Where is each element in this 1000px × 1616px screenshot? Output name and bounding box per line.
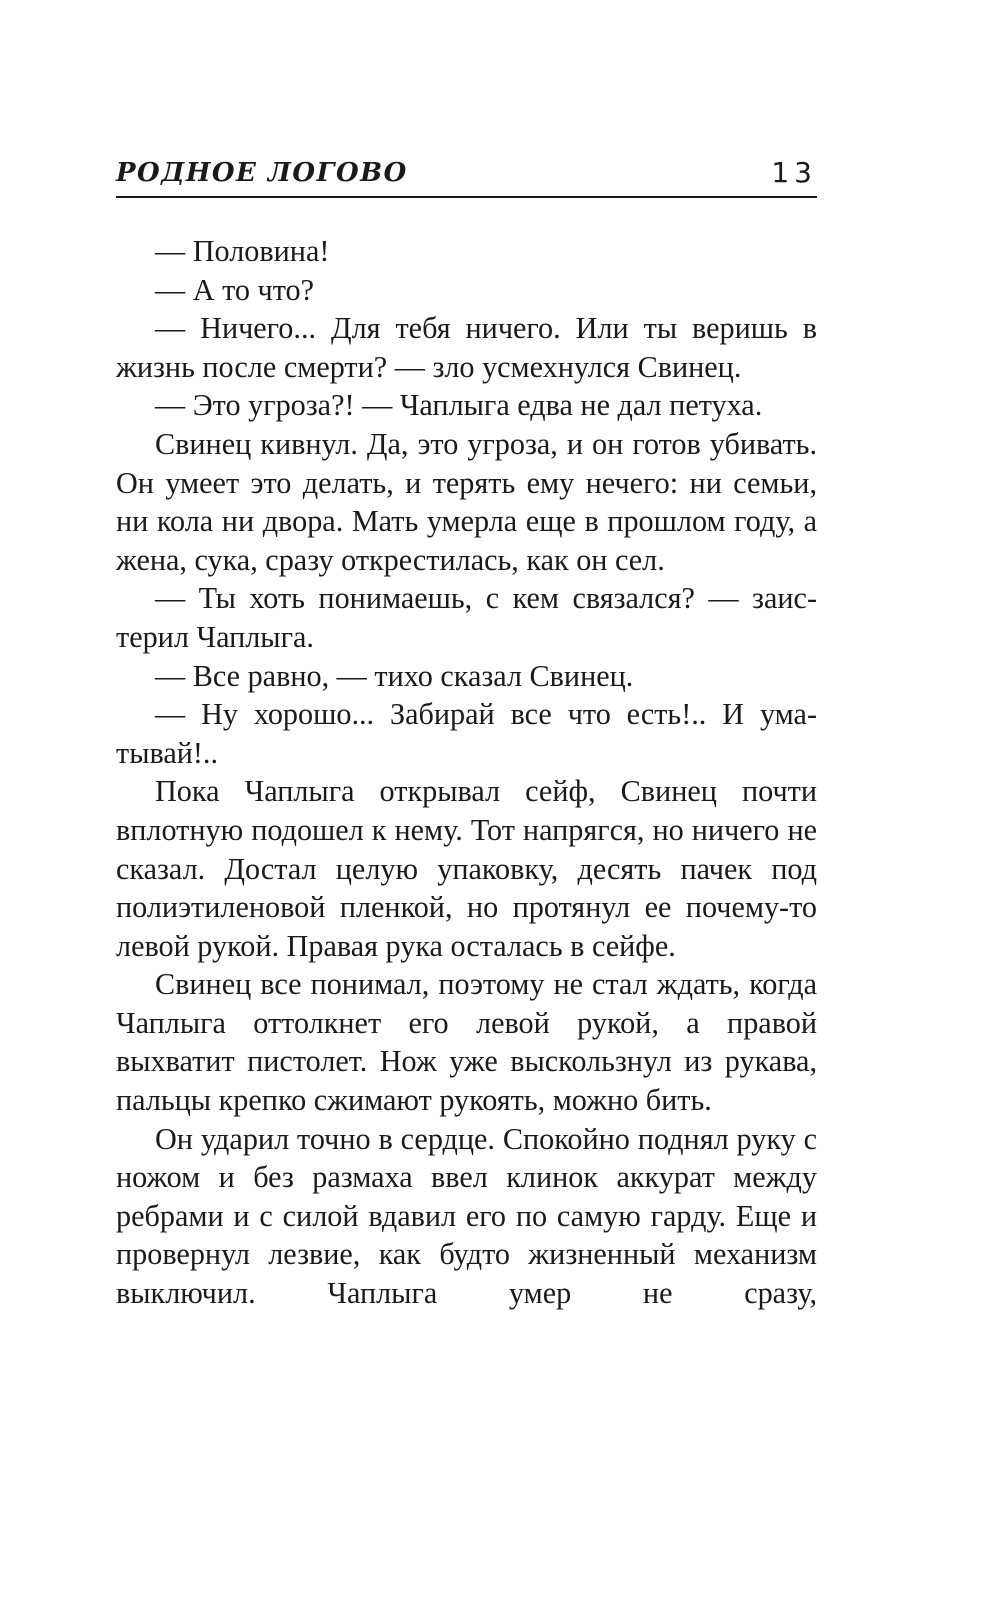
paragraph: Свинец кивнул. Да, это угроза, и он готов убивать. Он умеет это делать, и терять ему нечего: ни семьи, ни кола ни двора. Мать умерла еще в прошлом году, а жена, сука, сразу открестилась, как он сел.: [116, 426, 817, 577]
paragraph: — Ничего... Для тебя ничего. Или ты веришь в жизнь после смерти? — зло усмехнулся Свинец.: [116, 311, 817, 384]
paragraph: — А то что?: [155, 272, 314, 307]
running-title: РОДНОЕ ЛОГОВО: [116, 158, 408, 188]
paragraph: Свинец все понимал, поэтому не стал ждать, когда Чаплыга оттолкнет его левой рукой, а правой выхватит пистолет. Нож уже выскользнул из рукава, пальцы крепко сжимают рукоять, можно бить.: [116, 967, 817, 1118]
body-text: [116, 232, 817, 1313]
running-header: [116, 152, 817, 198]
paragraph: — Ну хорошо... Забирай все что есть!.. И уматывай!..: [116, 697, 817, 770]
paragraph: Он ударил точно в сердце. Спокойно поднял руку с ножом и без размаха ввел клинок аккурат между ребрами и с силой вдавил его по самую гарду. Еще и провернул лезвие, как будто жизненный механизм выключил. Чаплыга умер не сразу,: [116, 1121, 817, 1311]
paragraph: — Половина!: [155, 234, 330, 268]
paragraph: — Это угроза?! — Чаплыга едва не дал петуха.: [155, 388, 763, 423]
paragraph: — Ты хоть понимаешь, с кем связался? — заистерил Чаплыга.: [116, 581, 817, 654]
page-number: 13: [771, 156, 817, 189]
paragraph: — Все равно, — тихо сказал Свинец.: [155, 658, 634, 693]
paragraph: Пока Чаплыга открывал сейф, Свинец почти вплотную подошел к нему. Тот напрягся, но ничего не сказал. Достал целую упаковку, десять пачек под полиэтиленовой пленкой, но протянул ее почему-то левой рукой. Правая рука осталась в сейфе.: [116, 774, 817, 963]
